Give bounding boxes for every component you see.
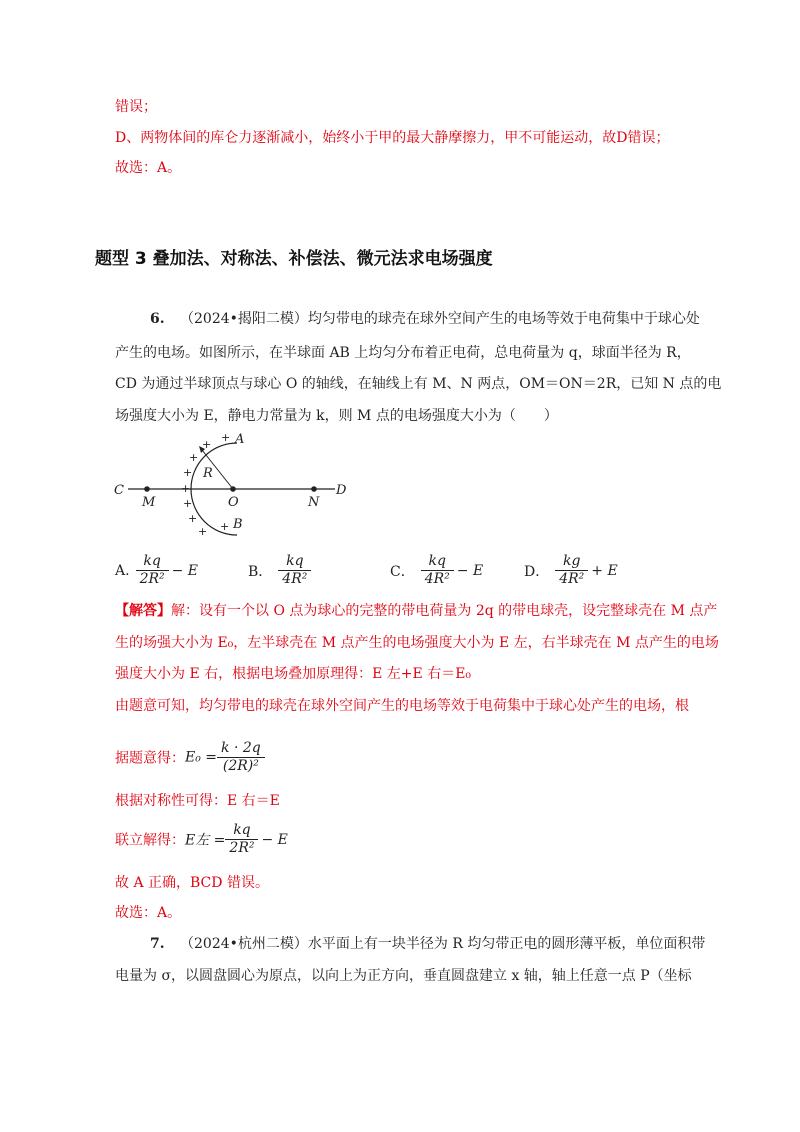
plus-sign: + <box>188 512 198 525</box>
question-text: 产生的电场。如图所示，在半球面 AB 上均匀分布着正电荷，总电荷量为 q，球面半径为 R， <box>115 345 691 361</box>
option-fraction: $\frac{kq}{\text{4R²}}$ <box>278 553 311 588</box>
option-label: C． <box>390 563 415 580</box>
option-label: D． <box>524 563 550 580</box>
option-tail: − E <box>456 562 484 579</box>
plus-sign: + <box>221 431 231 444</box>
label-r: R <box>203 466 213 481</box>
answer-text-line: 强度大小为 E 右，根据电场叠加原理得：E 左+E 右＝E₀ <box>115 666 472 682</box>
answer-text-line: 错误； <box>115 99 157 115</box>
plus-sign: + <box>181 482 191 495</box>
answer-text-line: 故 A 正确，BCD 错误。 <box>115 875 269 891</box>
label-o: O <box>228 495 239 510</box>
fraction-e0: $\frac{k \cdot 2q}{\text{(2R)²}}$ <box>217 740 265 775</box>
equation-e0: 据题意得：E₀ = $\frac{k \cdot 2q}{\text{(2R)²}}$ <box>115 740 265 775</box>
point-m <box>144 486 150 492</box>
option-label: A. <box>115 562 130 579</box>
plus-sign: + <box>183 497 193 510</box>
question-text: 场强度大小为 E，静电力常量为 k，则 M 点的电场强度大小为（ ） <box>115 408 558 424</box>
label-c: C <box>114 483 124 498</box>
equation-eleft: 联立解得：E左 = $\frac{kq}{\text{2R²}}$ − E <box>115 822 288 856</box>
plus-sign: + <box>198 525 208 538</box>
option-label: B． <box>248 563 273 580</box>
option-d[interactable] <box>524 553 618 588</box>
label-m: M <box>142 495 156 510</box>
question-text: （2024•杭州二模）水平面上有一块半径为 R 均匀带正电的圆形薄平板，单位面积带 <box>180 936 706 952</box>
answer-text-line: 生的场强大小为 E₀，左半球壳在 M 点产生的电场强度大小为 E 左，右半球壳在 M 点产生的电场 <box>115 635 719 651</box>
label-b: B <box>233 517 243 532</box>
answer-paragraph: 【解答】解：设有一个以 O 点为球心的完整的带电荷量为 2q 的带电球壳，设完整球壳在 M 点产 <box>115 603 718 619</box>
question-number: 6. <box>150 311 165 327</box>
answer-text-line: 由题意可知，均匀带电的球壳在球外空间产生的电场等效于电荷集中于球心处产生的电场，根 <box>115 698 689 714</box>
fraction-eleft: $\frac{kq}{\text{2R²}}$ <box>225 822 258 857</box>
section-heading: 题型 3 叠加法、对称法、补偿法、微元法求电场强度 <box>95 249 493 269</box>
plus-sign: + <box>183 466 193 479</box>
option-fraction: $\frac{kg}{\text{4R²}}$ <box>555 553 588 588</box>
question-text: （2024•揭阳二模）均匀带电的球壳在球外空间产生的电场等效于电荷集中于球心处 <box>180 311 700 327</box>
option-b[interactable] <box>248 553 311 588</box>
option-tail: + E <box>591 562 618 579</box>
answer-text-line: 故选：A。 <box>115 905 182 921</box>
question-text: CD 为通过半球顶点与球心 O 的轴线，在轴线上有 M、N 两点，OM＝ON＝2R，已知 N 点的电 <box>115 376 722 392</box>
hemisphere-diagram <box>110 428 360 538</box>
point-n <box>311 486 317 492</box>
option-fraction: $\frac{kq}{\text{4R²}}$ <box>421 553 454 588</box>
plus-sign: + <box>202 438 212 451</box>
option-fraction: $\frac{kq}{\text{2R²}}$ <box>136 553 169 588</box>
answer-text-line: D、两物体间的库仑力逐渐减小，始终小于甲的最大静摩擦力，甲不可能运动，故D错误； <box>115 130 670 146</box>
option-a[interactable] <box>115 553 198 588</box>
label-n: N <box>308 495 320 510</box>
point-o <box>230 486 236 492</box>
label-d: D <box>336 483 347 498</box>
plus-sign: + <box>220 520 230 533</box>
answer-tag: 【解答】 <box>115 603 171 619</box>
answer-text-line: 故选：A。 <box>115 160 182 176</box>
plus-sign: + <box>189 451 199 464</box>
question-text: 电量为 σ，以圆盘圆心为原点，以向上为正方向，垂直圆盘建立 x 轴，轴上任意一点 P（坐标 <box>115 968 692 984</box>
option-c[interactable] <box>390 553 483 588</box>
question-number: 7. <box>150 936 165 952</box>
answer-text-line: 根据对称性可得：E 右＝E <box>115 793 280 809</box>
option-tail: − E <box>171 562 199 579</box>
label-a: A <box>235 432 245 447</box>
